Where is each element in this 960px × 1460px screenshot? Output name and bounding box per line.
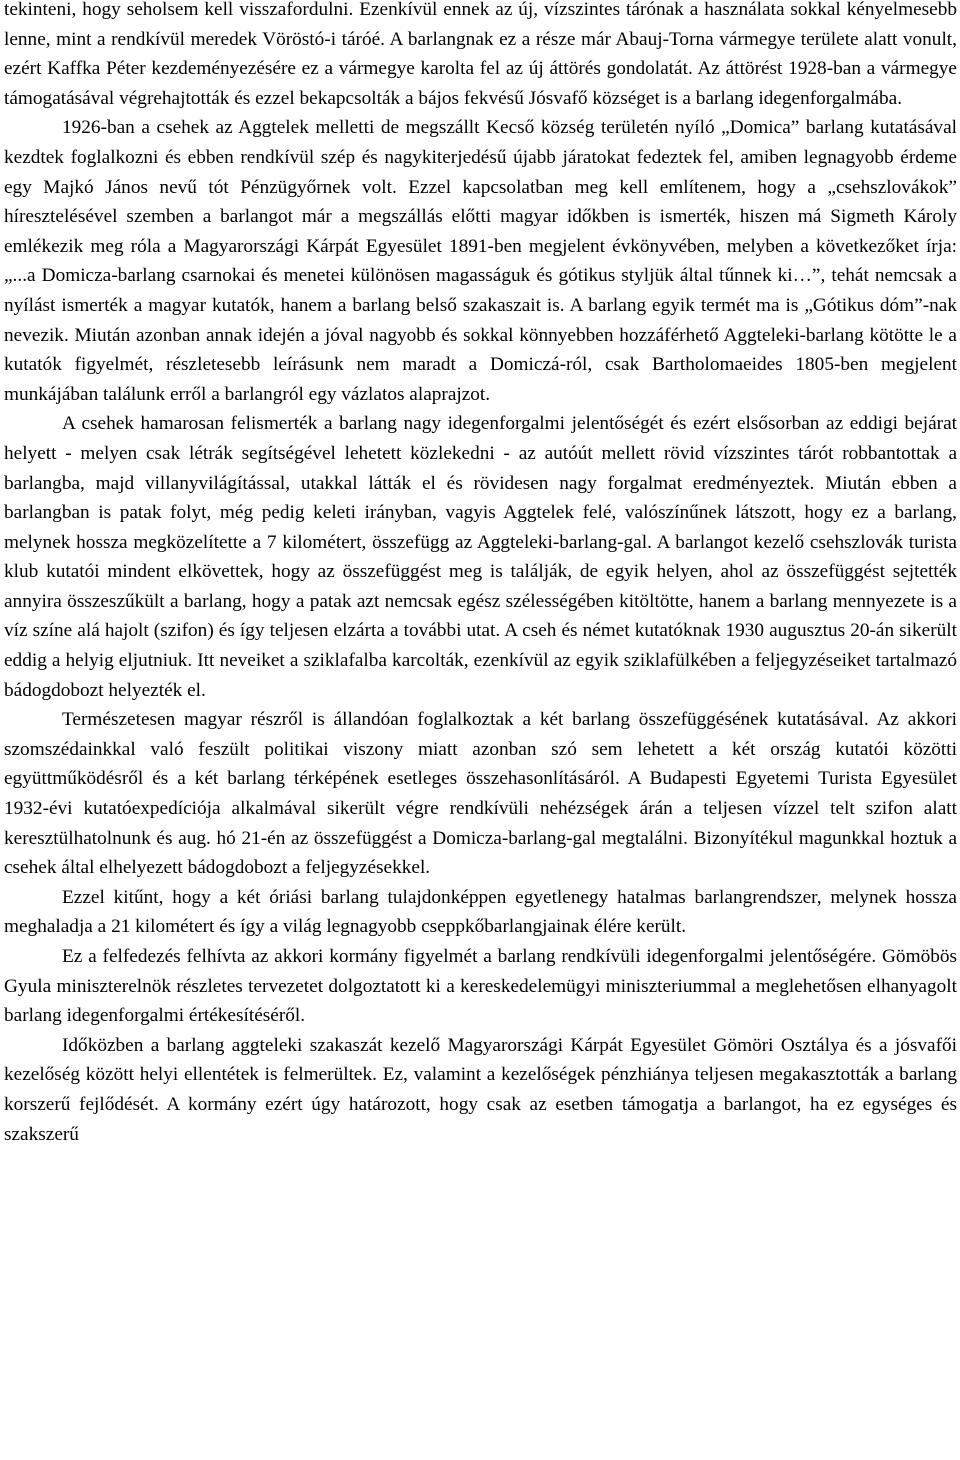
paragraph-7: Időközben a barlang aggteleki szakaszát kezelő Magyarországi Kárpát Egyesület Gömöri Osztálya és a jósvafői kezelőség között helyi ellentétek is felmerültek. Ez, valamint a kezelőségek pénzhiánya teljesen megakasztották a barlang korszerű fejlődését. A kormány ezért úgy határozott, hogy csak az esetben támogatja a barlangot, ha ez egységes és szakszerű — [4, 1034, 957, 1145]
paragraph-4: Természetesen magyar részről is állandóan foglalkoztak a két barlang összefüggésének kutatásával. Az akkori szomszédainkkal való feszült politikai viszony miatt azonban szó sem lehetett a két ország kutatói közötti együttműködésről és a két barlang térképének esetleges összehasonlításáról. A Budapesti Egyetemi Turista Egyesület 1932-évi kutatóexpedíciója alkalmával sikerült végre rendkívüli nehézségek árán a teljesen vízzel telt szifon alatt keresztülhatolnunk és aug. hó 21-én az összefüggést a Domicza-barlang-gal megtalálni. Bizonyítékul magunkkal hoztuk a csehek által elhelyezett bádogdobozt a feljegyzésekkel. — [4, 709, 957, 879]
paragraph-6: Ez a felfedezés felhívta az akkori kormány figyelmét a barlang rendkívüli idegenforgalmi jelentőségére. Gömöbös Gyula miniszterelnök részletes tervezetet dolgoztatott ki a kereskedelemügyi miniszteriummal a meglehetősen elhanyagolt barlang idegenforgalmi értékesítéséről. — [4, 946, 957, 1027]
paragraph-3: A csehek hamarosan felismerték a barlang nagy idegenforgalmi jelentőségét és ezért elsősorban az eddigi bejárat helyett - melyen csak létrák segítségével lehetett közlekedni - az autóút mellett rövid vízszintes tárót robbantottak a barlangba, majd villanyvilágítással, utakkal látták el és rövidesen nagy forgalmat eredményeztek. Miután ebben a barlangban is patak folyt, még pedig keleti irányban, vagyis Aggtelek felé, valószínűnek látszott, hogy ez a barlang, melynek hossza megközelítette a 7 kilométert, összefügg az Aggteleki-barlang-gal. A barlangot kezelő csehszlovák turista klub kutatói mindent elkövettek, hogy az összefüggést meg is találják, de egyik helyen, ahol az összefüggést sejtették annyira összeszűkült a barlang, hogy a patak azt nemcsak egész szélességében kitöltötte, hanem a barlang mennyezete is a víz színe alá hajolt (szifon) és így teljesen elzárta a további utat. A cseh és német kutatóknak 1930 augusztus 20-án sikerült eddig a helyig eljutniuk. Itt neveiket a sziklafalba karcolták, ezenkívül az egyik sziklafülkében a feljegyzéseiket tartalmazó bádogdobozt helyezték el. — [4, 413, 957, 701]
paragraph-5: Ezzel kitűnt, hogy a két óriási barlang tulajdonképpen egyetlenegy hatalmas barlangrendszer, melynek hossza meghaladja a 21 kilométert és így a világ legnagyobb cseppkőbarlangjainak élére került. — [4, 886, 957, 938]
paragraph-2: 1926-ban a csehek az Aggtelek melletti de megszállt Kecső község területén nyíló „Domica” barlang kutatásával kezdtek foglalkozni és ebben rendkívül szép és nagykiterjedésű újabb járatokat fedeztek fel, amiben legnagyobb érdeme egy Majkó János nevű tót Pénzügyőrnek volt. Ezzel kapcsolatban meg kell említenem, hogy a „csehszlovákok” híresztelésével szemben a barlangot már a megszállás előtti magyar időkben is ismerték, hiszen má Sigmeth Károly emlékezik meg róla a Magyarországi Kárpát Egyesület 1891-ben megjelent évkönyvében, melyben a következőket írja: „...a Domicza-barlang csarnokai és menetei különösen magasságuk és gótikus styljük által tűnnek ki…”, tehát nemcsak a nyílást ismerték a magyar kutatók, hanem a barlang belső szakaszait is. A barlang egyik termét ma is „Gótikus dóm”-nak nevezik. Miután azonban annak idején a jóval nagyobb és sokkal könnyebben hozzáférhető Aggteleki-barlang kötötte le a kutatók figyelmét, részletesebb leírásunk nem maradt a Domiczá-ról, csak Bartholomaeides 1805-ben megjelent munkájában találunk erről a barlangról egy vázlatos alaprajzot. — [4, 117, 957, 405]
document-page — [4, 0, 957, 1149]
paragraph-1: tekinteni, hogy seholsem kell visszafordulni. Ezenkívül ennek az új, vízszintes tárónak a használata sokkal kényelmesebb lenne, mint a rendkívül meredek Vöröstó-i táróé. A barlangnak ez a része már Abauj-Torna vármegye területe alatt vonult, ezért Kaffka Péter kezdeményezésére ez a vármegye karolta fel az új áttörés gondolatát. Az áttörést 1928-ban a vármegye támogatásával végrehajtották és ezzel bekapcsolták a bájos fekvésű Jósvafő községet is a barlang idegenforgalmába. — [4, 0, 957, 109]
